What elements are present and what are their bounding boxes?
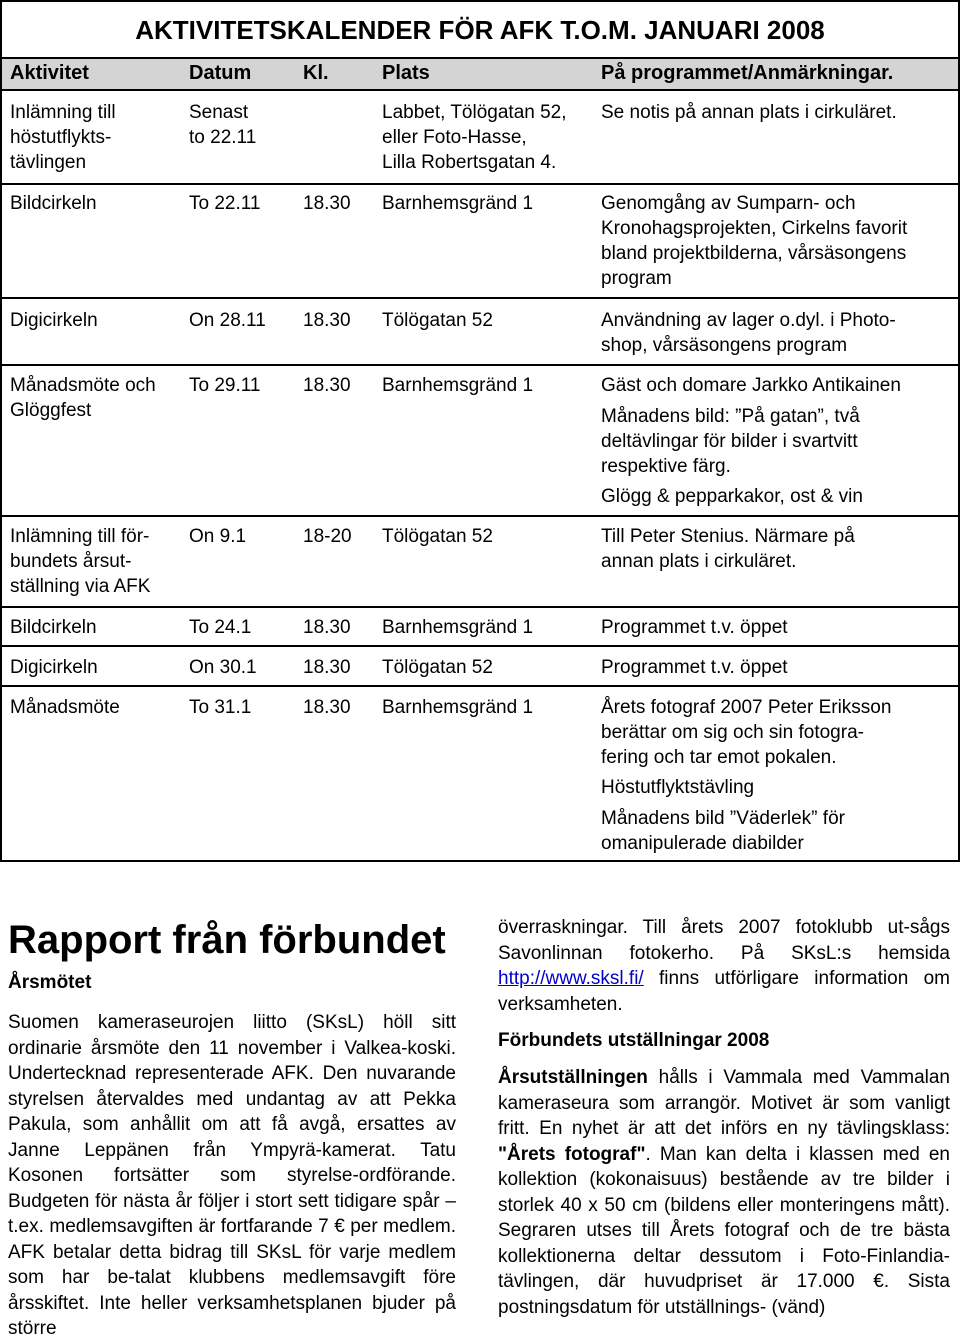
row-divider	[2, 645, 958, 647]
row-activity: Inlämning till höstutflykts- tävlingen	[10, 102, 116, 173]
row-notes: Månadens bild: ”På gatan”, två deltävlingar för bilder i svartvitt respektive färg.	[601, 406, 860, 477]
left-column-text: Suomen kameraseurojen liitto (SKsL) höll sitt ordinarie årsmöte den 11 november i Valkea-koski. Undertecknad representerade AFK. Den nuvarande styrelsen återvaldes med undantag av att Pekka Pakula, som anhållit om att få avgå, ersattes av Janne Leppänen från Ympyrä-kamerat. Tatu Kosonen fortsätter som styrelse-ordförande. Budgeten för nästa år följer i stort sett tidigare spår – t.ex. medlemsavgiften är fortfarande 7 € per medlem. AFK betalar detta bidrag till SKsL för varje medlem som har be-talat klubbens medlemsavgift före årsskiftet. Inte heller verksamhetsplanen bjuder på större	[8, 1012, 456, 1339]
row-notes: Användning av lager o.dyl. i Photo- shop, vårsäsongens program	[601, 310, 896, 356]
row-notes: Höstutflyktstävling	[601, 777, 755, 798]
row-activity: Bildcirkeln	[10, 617, 97, 638]
exhibitions-heading: Förbundets utställningar 2008	[498, 1030, 770, 1051]
right-text-a: överraskningar. Till årets 2007 fotoklubb ut-sågs Savonlinnan fotokerho. På SKsL:s hemsida	[498, 917, 950, 964]
right-text-c: hålls i Vammala med Vammalan kameraseura som arrangör. Motivet är som vanligt fritt. En nyhet är att det införs en ny tävlingsklass:	[498, 1067, 950, 1139]
row-divider	[2, 685, 958, 687]
header-time: Kl.	[303, 62, 329, 84]
row-divider	[2, 364, 958, 366]
row-activity: Månadsmöte och Glöggfest	[10, 375, 156, 421]
row-notes: Programmet t.v. öppet	[601, 617, 788, 638]
row-activity: Digicirkeln	[10, 310, 98, 331]
report-title: Rapport från förbundet	[8, 918, 446, 962]
row-place: Tölögatan 52	[382, 310, 493, 331]
row-notes: Årets fotograf 2007 Peter Eriksson berättar om sig och sin fotogra- fering och tar emot pokalen.	[601, 697, 892, 768]
row-divider	[2, 297, 958, 299]
row-time: 18.30	[303, 697, 351, 718]
row-notes: Till Peter Stenius. Närmare på annan plats i cirkuläret.	[601, 526, 855, 572]
header-place: Plats	[382, 62, 430, 84]
row-date: On 9.1	[189, 526, 247, 547]
row-time: 18.30	[303, 193, 351, 214]
row-notes: Programmet t.v. öppet	[601, 657, 788, 678]
row-divider	[2, 606, 958, 608]
row-activity: Månadsmöte	[10, 697, 120, 718]
row-notes: Månadens bild ”Väderlek” för omanipulerade diabilder	[601, 808, 845, 854]
row-date: To 31.1	[189, 697, 252, 718]
row-time: 18.30	[303, 617, 351, 638]
row-date: To 22.11	[189, 193, 261, 214]
row-notes: Gäst och domare Jarkko Antikainen	[601, 375, 901, 396]
row-place: Tölögatan 52	[382, 657, 493, 678]
row-notes: Glögg & pepparkakor, ost & vin	[601, 486, 863, 507]
right-column-exhibitions	[498, 1065, 950, 1320]
row-date: On 28.11	[189, 310, 266, 331]
row-activity: Digicirkeln	[10, 657, 98, 678]
row-time: 18.30	[303, 375, 351, 396]
row-notes: Genomgång av Sumparn- och Kronohagsprojekten, Cirkelns favorit bland projektbilderna, vårsäsongens program	[601, 193, 908, 289]
row-place: Tölögatan 52	[382, 526, 493, 547]
sksl-link[interactable]: http://www.sksl.fi/	[498, 968, 644, 989]
row-activity: Bildcirkeln	[10, 193, 97, 214]
section-heading-arsmotet: Årsmötet	[8, 972, 92, 993]
right-column-intro	[498, 915, 950, 1017]
row-activity: Inlämning till för- bundets årsut- ställning via AFK	[10, 526, 151, 597]
row-time: 18.30	[303, 657, 351, 678]
section-heading-exhibitions	[498, 1028, 950, 1054]
row-date: Senast to 22.11	[189, 102, 257, 148]
arets-fotograf-label: "Årets fotograf"	[498, 1143, 646, 1165]
arsutstallningen-label: Årsutställningen	[498, 1067, 648, 1088]
row-date: To 24.1	[189, 617, 252, 638]
right-text-b: finns utförligare information om verksamheten.	[498, 968, 951, 1015]
row-place: Barnhemsgränd 1	[382, 375, 534, 396]
header-activity: Aktivitet	[10, 62, 89, 84]
row-place: Barnhemsgränd 1	[382, 617, 534, 638]
row-place: Barnhemsgränd 1	[382, 193, 534, 214]
header-notes: På programmet/Anmärkningar.	[601, 62, 894, 84]
row-date: On 30.1	[189, 657, 257, 678]
row-time: 18.30	[303, 310, 351, 331]
row-place: Labbet, Tölögatan 52, eller Foto-Hasse, Lilla Robertsgatan 4.	[382, 102, 567, 173]
row-date: To 29.11	[189, 375, 261, 396]
calendar-title: AKTIVITETSKALENDER FÖR AFK T.O.M. JANUARI 2008	[135, 15, 825, 45]
row-divider	[2, 515, 958, 517]
row-time: 18-20	[303, 526, 352, 547]
right-text-d: . Man kan delta i klassen med en kollektion (kokonaisuus) bestående av tre bilder i storlek 40 x 50 cm (bildens eller monteringens mått). Segraren utses till Årets fotograf och de tre bästa kollektionerna deltar dessutom i Foto-Finlandia-tävlingen, där huvudpriset är 17.000 €. Sista postningsdatum för utställnings- (vänd)	[498, 1143, 951, 1318]
row-divider	[2, 183, 958, 185]
header-date: Datum	[189, 62, 252, 84]
row-notes: Se notis på annan plats i cirkuläret.	[601, 102, 897, 123]
row-place: Barnhemsgränd 1	[382, 697, 534, 718]
